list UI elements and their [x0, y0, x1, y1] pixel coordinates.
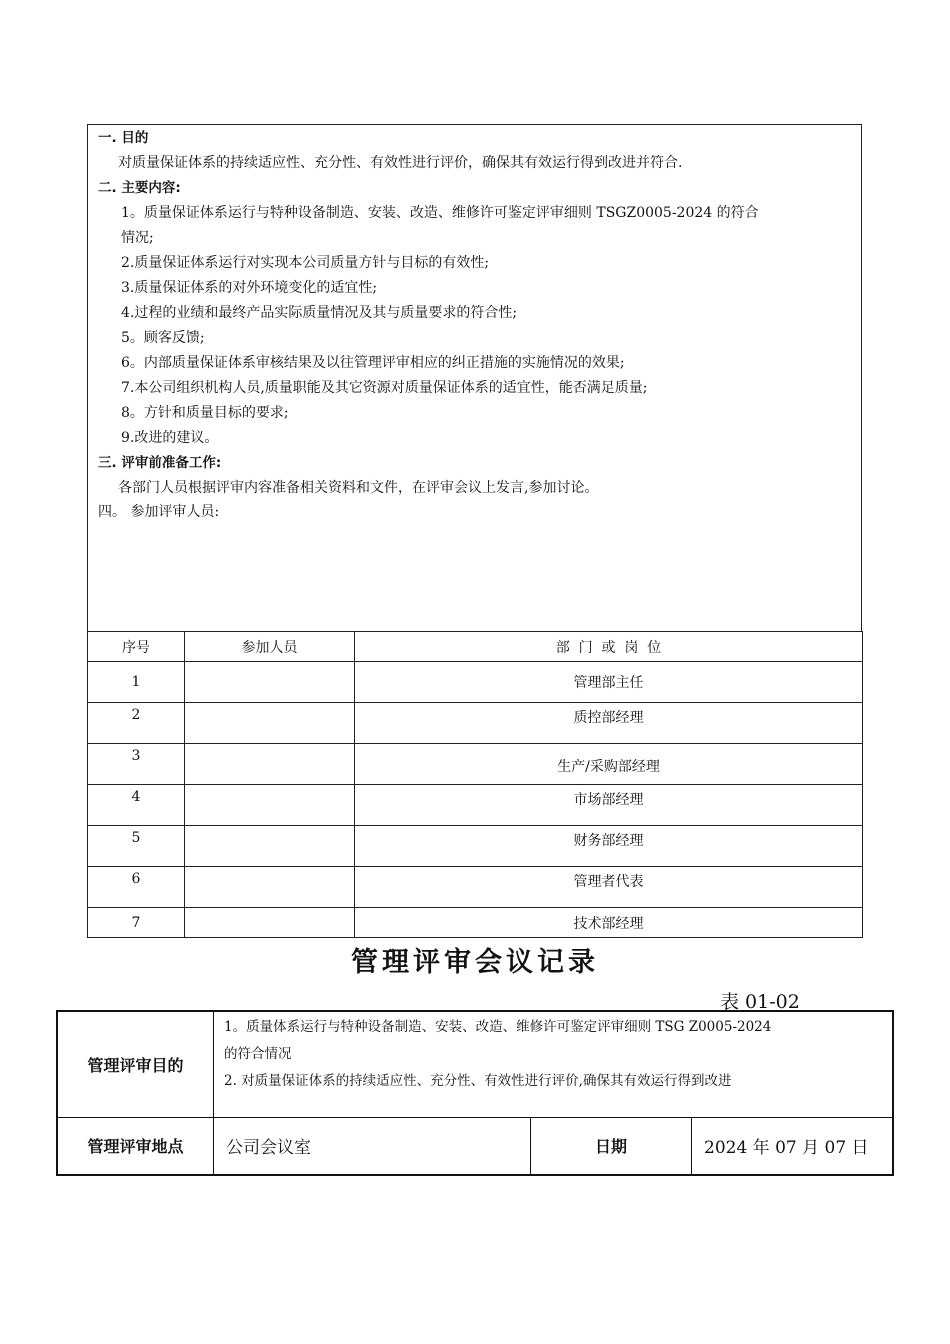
- table-row: [88, 662, 863, 703]
- content-item: 4.过程的业绩和最终产品实际质量情况及其与质量要求的符合性;: [121, 305, 518, 321]
- table-row: [88, 744, 863, 785]
- row-name: [185, 662, 355, 703]
- row-name: [185, 744, 355, 785]
- purpose-label: 管理评审目的: [57, 1011, 214, 1117]
- table-row: [88, 867, 863, 908]
- content-item: 3.质量保证体系的对外环境变化的适宜性;: [121, 280, 378, 296]
- row-dept: 管理者代表: [355, 867, 863, 908]
- meeting-record-table: [56, 1010, 894, 1176]
- row-name: [185, 826, 355, 867]
- table-row: [88, 826, 863, 867]
- content-item: 7.本公司组织机构人员,质量职能及其它资源对质量保证体系的适宜性，能否满足质量;: [121, 380, 648, 396]
- col-header-no: 序号: [88, 632, 185, 662]
- table-row: [88, 703, 863, 744]
- section-3-heading: 三. 评审前准备工作:: [98, 455, 222, 471]
- col-header-dept: 部 门 或 岗 位: [355, 632, 863, 662]
- location-row: [57, 1117, 893, 1175]
- row-dept: 管理部主任: [355, 662, 863, 703]
- form-number: 表 01-02: [720, 991, 800, 1013]
- row-dept: 市场部经理: [355, 785, 863, 826]
- row-name: [185, 785, 355, 826]
- date-label: 日期: [531, 1117, 692, 1175]
- row-dept: 生产/采购部经理: [355, 744, 863, 785]
- purpose-row: [57, 1011, 893, 1117]
- table-header-row: [88, 632, 863, 662]
- row-name: [185, 703, 355, 744]
- row-name: [185, 908, 355, 938]
- content-item: 6。内部质量保证体系审核结果及以往管理评审相应的纠正措施的实施情况的效果;: [121, 355, 625, 371]
- row-dept: 质控部经理: [355, 703, 863, 744]
- participants-table: [87, 631, 863, 938]
- row-no: 3: [88, 744, 185, 785]
- location-value: 公司会议室: [214, 1117, 531, 1175]
- content-item: 5。顾客反馈;: [121, 330, 205, 346]
- row-no: 2: [88, 703, 185, 744]
- section-3-text: 各部门人员根据评审内容准备相关资料和文件，在评审会议上发言,参加讨论。: [118, 480, 599, 496]
- purpose-line: 的符合情况: [224, 1046, 292, 1062]
- date-value: 2024 年 07 月 07 日: [692, 1117, 894, 1175]
- section-4-heading: 四。 参加评审人员:: [98, 504, 220, 520]
- purpose-cell: [214, 1011, 894, 1117]
- row-no: 7: [88, 908, 185, 938]
- section-1-text: 对质量保证体系的持续适应性、充分性、有效性进行评价，确保其有效运行得到改进并符合.: [118, 155, 683, 171]
- purpose-line: 2. 对质量保证体系的持续适应性、充分性、有效性进行评价,确保其有效运行得到改进: [224, 1073, 732, 1089]
- row-name: [185, 867, 355, 908]
- row-dept: 技术部经理: [355, 908, 863, 938]
- table-row: [88, 908, 863, 938]
- content-item: 1。质量保证体系运行与特种设备制造、安装、改造、维修许可鉴定评审细则 TSGZ0005-2024 的符合: [121, 205, 759, 221]
- purpose-line: 1。质量体系运行与特种设备制造、安装、改造、维修许可鉴定评审细则 TSG Z0005-2024: [224, 1019, 772, 1035]
- content-item: 情况;: [121, 230, 154, 246]
- section-2-heading: 二. 主要内容:: [98, 180, 181, 196]
- row-dept: 财务部经理: [355, 826, 863, 867]
- row-no: 1: [88, 662, 185, 703]
- review-plan-box: [87, 124, 862, 631]
- table-row: [88, 785, 863, 826]
- content-item: 9.改进的建议。: [121, 430, 219, 446]
- record-title: 管理评审会议记录: [351, 947, 599, 978]
- row-no: 4: [88, 785, 185, 826]
- col-header-name: 参加人员: [185, 632, 355, 662]
- row-no: 6: [88, 867, 185, 908]
- content-item: 8。方针和质量目标的要求;: [121, 405, 289, 421]
- content-item: 2.质量保证体系运行对实现本公司质量方针与目标的有效性;: [121, 255, 490, 271]
- row-no: 5: [88, 826, 185, 867]
- location-label: 管理评审地点: [57, 1117, 214, 1175]
- section-1-heading: 一. 目的: [98, 130, 149, 146]
